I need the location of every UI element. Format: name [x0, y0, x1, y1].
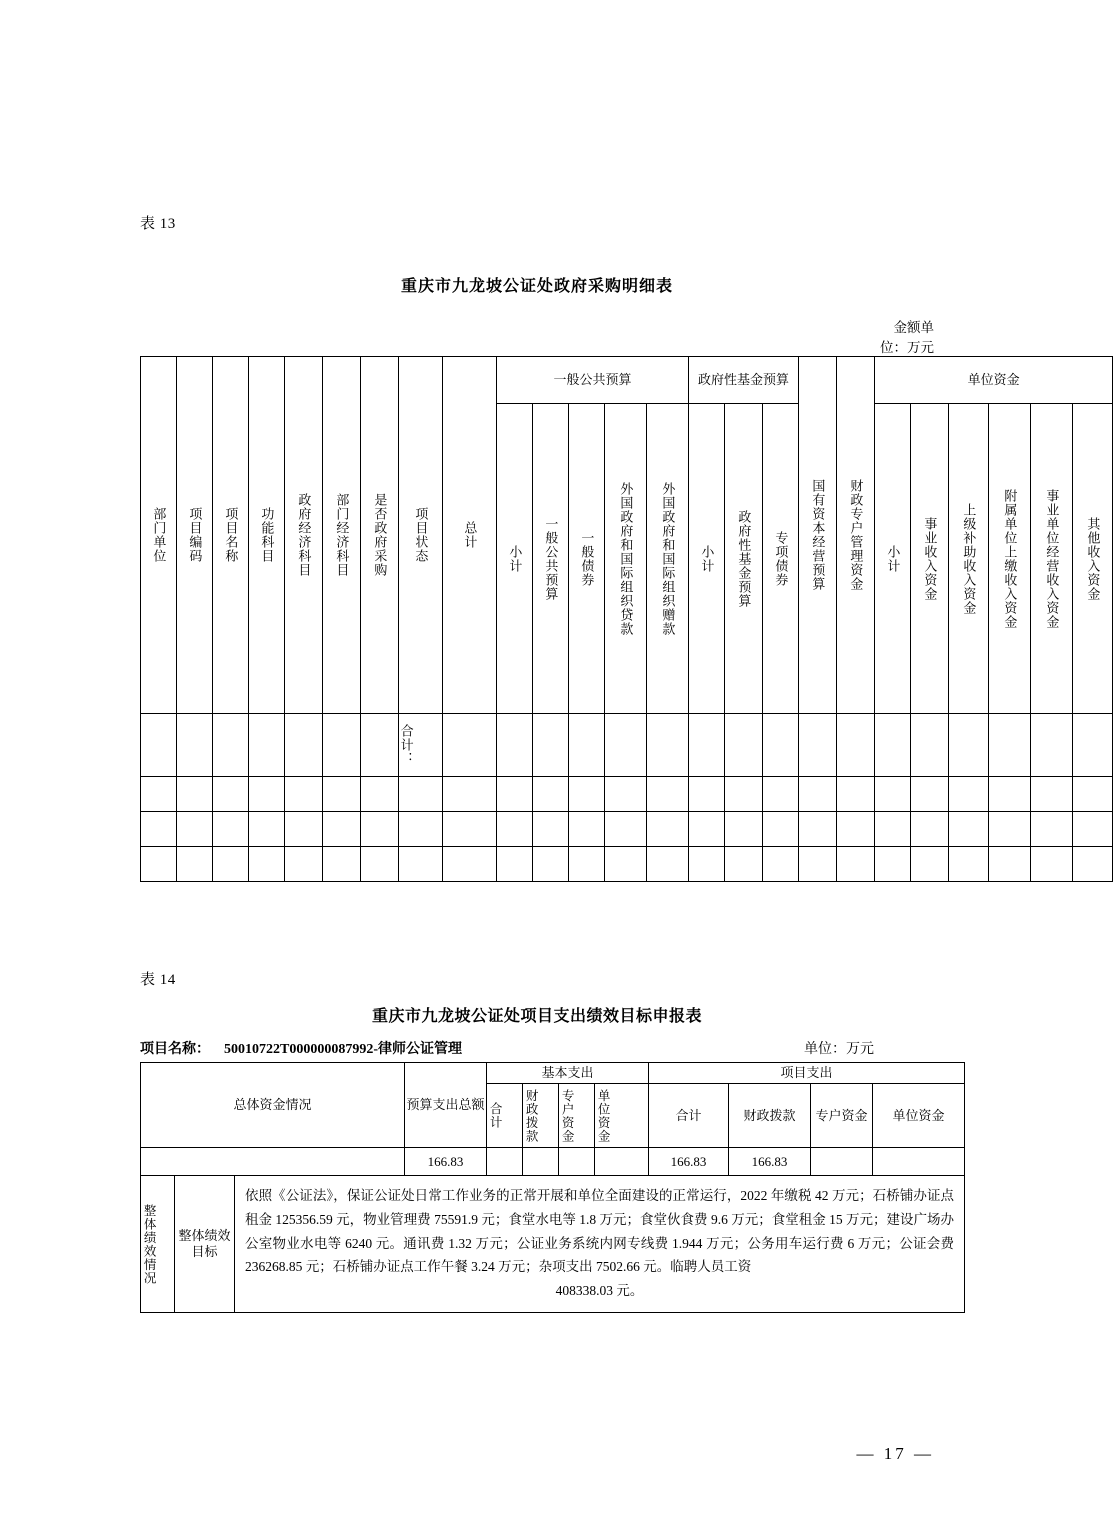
- cell-gf-fund-budget: [725, 714, 763, 777]
- cell-gf-special-bond: [763, 812, 799, 847]
- cell-department-unit: [141, 812, 177, 847]
- overall-perf-text: [235, 1176, 965, 1313]
- th-uf-superior-subsidy: 上级补助收入资金: [949, 404, 989, 714]
- cell-grand-total: [443, 714, 497, 777]
- cell-function-subject: [249, 777, 285, 812]
- th-group-gov-fund-budget: 政府性基金预算: [689, 357, 799, 404]
- th-basic-expenditure: 基本支出: [487, 1063, 649, 1084]
- cell-gf-special-bond: [763, 777, 799, 812]
- cell-is-gov-procurement: [361, 812, 399, 847]
- th-gp-subtotal: 小计: [497, 404, 533, 714]
- th-uf-operating-income: 事业单位经营收入资金: [1031, 404, 1073, 714]
- cell-uf-business-income: [911, 847, 949, 882]
- cell-gf-fund-budget: [725, 812, 763, 847]
- th-uf-other-income: 其他收入资金: [1073, 404, 1113, 714]
- cell-uf-subordinate-remittance: [989, 847, 1031, 882]
- cell-department-unit: [141, 714, 177, 777]
- th-basic-unit: 单位资金: [595, 1084, 649, 1148]
- cell-gp-foreign-grant: [647, 714, 689, 777]
- th-project-expenditure: 项目支出: [649, 1063, 965, 1084]
- cell-gp-foreign-grant: [647, 847, 689, 882]
- cell-gp-subtotal: [497, 812, 533, 847]
- th-basic-total: 合计: [487, 1084, 523, 1148]
- overall-perf-text-body: 依照《公证法》，保证公证处日常工作业务的正常开展和单位全面建设的正常运行，2022 年缴税 42 万元；石桥铺办证点租金 125356.59 元，物业管理费 75591.9 元；食堂水电等 1.8 万元；食堂伙食费 9.6 万元；食堂租金 15 万元；建设广场办公室物业水电等 6240 元。通讯费 1.32 万元；公证业务系统内网专线费 1.944 万元；公务用车运行费 6 万元；公证会费 236268.85 元；石桥铺办证点工作午餐 3.24 万元；杂项支出 7502.66 元。临聘人员工资: [245, 1188, 955, 1275]
- cell-gp-general-public: [533, 812, 569, 847]
- cell-uf-superior-subsidy: [949, 777, 989, 812]
- cell-uf-business-income: [911, 812, 949, 847]
- cell-dept-economic-subject: [323, 847, 361, 882]
- th-uf-business-income: 事业收入资金: [911, 404, 949, 714]
- cell-budget-total: 166.83: [405, 1148, 487, 1176]
- government-procurement-table: [140, 356, 1113, 882]
- th-state-capital-budget: 国有资本经营预算: [799, 357, 837, 714]
- cell-project-special: [811, 1148, 873, 1176]
- cell-is-gov-procurement: [361, 777, 399, 812]
- th-project-special: 专户资金: [811, 1084, 873, 1148]
- table14-unit: 单位：万元: [804, 1042, 874, 1057]
- cell-uf-operating-income: [1031, 812, 1073, 847]
- cell-project-fiscal: 166.83: [729, 1148, 811, 1176]
- th-gp-foreign-gov-loan: 外国政府和国际组织贷款: [605, 404, 647, 714]
- cell-fiscal-special: [837, 777, 875, 812]
- th-gp-general-public-budget: 一般公共预算: [533, 404, 569, 714]
- cell-project-unit: [873, 1148, 965, 1176]
- cell-gf-special-bond: [763, 714, 799, 777]
- table14-label: 表 14: [140, 972, 176, 988]
- cell-project-name: [213, 777, 249, 812]
- cell-uf-subordinate-remittance: [989, 812, 1031, 847]
- cell-is-gov-procurement: [361, 714, 399, 777]
- cell-uf-operating-income: [1031, 714, 1073, 777]
- cell-gp-general-public: [533, 777, 569, 812]
- cell-gov-economic-subject: [285, 812, 323, 847]
- cell-gov-economic-subject: [285, 714, 323, 777]
- cell-state-capital: [799, 714, 837, 777]
- cell-gp-general-bond: [569, 714, 605, 777]
- cell-gp-foreign-grant: [647, 812, 689, 847]
- th-overall-perf-goal: 整体绩效目标: [175, 1176, 235, 1313]
- th-fiscal-special-account: 财政专户管理资金: [837, 357, 875, 714]
- cell-gf-fund-budget: [725, 847, 763, 882]
- th-uf-subordinate-remittance: 附属单位上缴收入资金: [989, 404, 1031, 714]
- page-number: — 17 —: [856, 1444, 934, 1463]
- cell-gp-subtotal: [497, 714, 533, 777]
- cell-project-code: [177, 714, 213, 777]
- cell-state-capital: [799, 777, 837, 812]
- cell-fiscal-special: [837, 714, 875, 777]
- th-gf-special-bond: 专项债券: [763, 404, 799, 714]
- th-basic-fiscal: 财政拨款: [523, 1084, 559, 1148]
- cell-gf-fund-budget: [725, 777, 763, 812]
- cell-uf-subtotal: [875, 847, 911, 882]
- cell-gp-general-bond: [569, 777, 605, 812]
- cell-uf-subordinate-remittance: [989, 714, 1031, 777]
- cell-project-status: [399, 777, 443, 812]
- cell-grand-total: [443, 812, 497, 847]
- cell-basic-unit: [595, 1148, 649, 1176]
- th-grand-total: 总计: [443, 357, 497, 714]
- table14-values-row: [141, 1148, 965, 1176]
- cell-gp-foreign-loan: [605, 777, 647, 812]
- cell-project-code: [177, 812, 213, 847]
- cell-department-unit: [141, 847, 177, 882]
- project-name-label: 项目名称：: [140, 1042, 210, 1057]
- th-budget-total: 预算支出总额: [405, 1063, 487, 1148]
- table13-header-row-1: [141, 357, 1113, 404]
- cell-state-capital: [799, 812, 837, 847]
- th-is-gov-procurement: 是否政府采购: [361, 357, 399, 714]
- th-project-status: 项目状态: [399, 357, 443, 714]
- cell-department-unit: [141, 777, 177, 812]
- cell-uf-other-income: [1073, 777, 1113, 812]
- th-gf-subtotal: 小计: [689, 404, 725, 714]
- cell-project-name: [213, 714, 249, 777]
- cell-project-name: [213, 847, 249, 882]
- cell-uf-business-income: [911, 777, 949, 812]
- cell-gp-subtotal: [497, 777, 533, 812]
- cell-dept-economic-subject: [323, 777, 361, 812]
- th-basic-special: 专户资金: [559, 1084, 595, 1148]
- cell-gov-economic-subject: [285, 777, 323, 812]
- cell-gf-subtotal: [689, 777, 725, 812]
- cell-gp-foreign-loan: [605, 812, 647, 847]
- table13-container: [140, 356, 1101, 882]
- cell-uf-superior-subsidy: [949, 714, 989, 777]
- cell-uf-subtotal: [875, 714, 911, 777]
- th-gov-economic-subject: 政府经济科目: [285, 357, 323, 714]
- table-row: [141, 847, 1113, 882]
- cell-gf-subtotal: [689, 847, 725, 882]
- th-project-unit: 单位资金: [873, 1084, 965, 1148]
- cell-uf-subordinate-remittance: [989, 777, 1031, 812]
- cell-function-subject: [249, 812, 285, 847]
- cell-fiscal-special: [837, 812, 875, 847]
- cell-uf-operating-income: [1031, 777, 1073, 812]
- th-gf-gov-fund-budget: 政府性基金预算: [725, 404, 763, 714]
- cell-project-code: [177, 847, 213, 882]
- th-gp-general-bond: 一般债券: [569, 404, 605, 714]
- performance-goal-table: [140, 1062, 965, 1313]
- cell-state-capital: [799, 847, 837, 882]
- cell-gp-general-public: [533, 714, 569, 777]
- cell-gp-general-bond: [569, 847, 605, 882]
- cell-function-subject: [249, 714, 285, 777]
- cell-gov-economic-subject: [285, 847, 323, 882]
- cell-uf-operating-income: [1031, 847, 1073, 882]
- cell-gf-special-bond: [763, 847, 799, 882]
- table-row: [141, 777, 1113, 812]
- cell-gp-foreign-grant: [647, 777, 689, 812]
- cell-gp-subtotal: [497, 847, 533, 882]
- cell-project-code: [177, 777, 213, 812]
- th-project-fiscal: 财政拨款: [729, 1084, 811, 1148]
- cell-gf-subtotal: [689, 812, 725, 847]
- table14-title: 重庆市九龙坡公证处项目支出绩效目标申报表: [371, 1008, 702, 1025]
- table-row: [141, 714, 1113, 777]
- th-project-name: 项目名称: [213, 357, 249, 714]
- cell-gp-foreign-loan: [605, 714, 647, 777]
- th-function-subject: 功能科目: [249, 357, 285, 714]
- cell-dept-economic-subject: [323, 812, 361, 847]
- cell-fiscal-special: [837, 847, 875, 882]
- cell-grand-total: [443, 847, 497, 882]
- overall-perf-text-lastline: 408338.03 元。: [555, 1282, 644, 1298]
- table13-title: 重庆市九龙坡公证处政府采购明细表: [400, 278, 673, 295]
- th-gp-foreign-gov-grant: 外国政府和国际组织赠款: [647, 404, 689, 714]
- cell-basic-total: [487, 1148, 523, 1176]
- table14-overall-performance-row: [141, 1176, 965, 1313]
- th-overall-funds: 总体资金情况: [141, 1063, 405, 1148]
- cell-uf-business-income: [911, 714, 949, 777]
- cell-project-status: [399, 812, 443, 847]
- cell-uf-superior-subsidy: [949, 812, 989, 847]
- cell-function-subject: [249, 847, 285, 882]
- cell-grand-total: [443, 777, 497, 812]
- cell-gf-subtotal: [689, 714, 725, 777]
- cell-basic-fiscal: [523, 1148, 559, 1176]
- table14-header-row-1: [141, 1063, 965, 1084]
- cell-project-total: 166.83: [649, 1148, 729, 1176]
- cell-uf-superior-subsidy: [949, 847, 989, 882]
- cell-basic-special: [559, 1148, 595, 1176]
- cell-project-status: 合计：: [399, 714, 443, 777]
- th-group-unit-funds: 单位资金: [875, 357, 1113, 404]
- cell-uf-subtotal: [875, 812, 911, 847]
- th-project-total: 合计: [649, 1084, 729, 1148]
- project-name-value: 50010722T000000087992-律师公证管理: [224, 1042, 462, 1057]
- cell-gp-foreign-loan: [605, 847, 647, 882]
- cell-gp-general-public: [533, 847, 569, 882]
- th-group-general-public-budget: 一般公共预算: [497, 357, 689, 404]
- cell-uf-other-income: [1073, 714, 1113, 777]
- table14-project-line: [140, 1026, 934, 1062]
- th-department-unit: 部门单位: [141, 357, 177, 714]
- table13-label: 表 13: [140, 216, 176, 232]
- th-project-code: 项目编码: [177, 357, 213, 714]
- th-overall-perf-situation: 整体绩效情况: [141, 1176, 175, 1313]
- cell-dept-economic-subject: [323, 714, 361, 777]
- cell-project-name: [213, 812, 249, 847]
- cell-uf-other-income: [1073, 812, 1113, 847]
- cell-uf-other-income: [1073, 847, 1113, 882]
- cell-uf-subtotal: [875, 777, 911, 812]
- table13-unit-note: 金额单位：万元: [880, 320, 934, 355]
- cell-gp-general-bond: [569, 812, 605, 847]
- cell-overall-funds-empty: [141, 1148, 405, 1176]
- table-row: [141, 812, 1113, 847]
- cell-is-gov-procurement: [361, 847, 399, 882]
- th-dept-economic-subject: 部门经济科目: [323, 357, 361, 714]
- th-uf-subtotal: 小计: [875, 404, 911, 714]
- cell-project-status: [399, 847, 443, 882]
